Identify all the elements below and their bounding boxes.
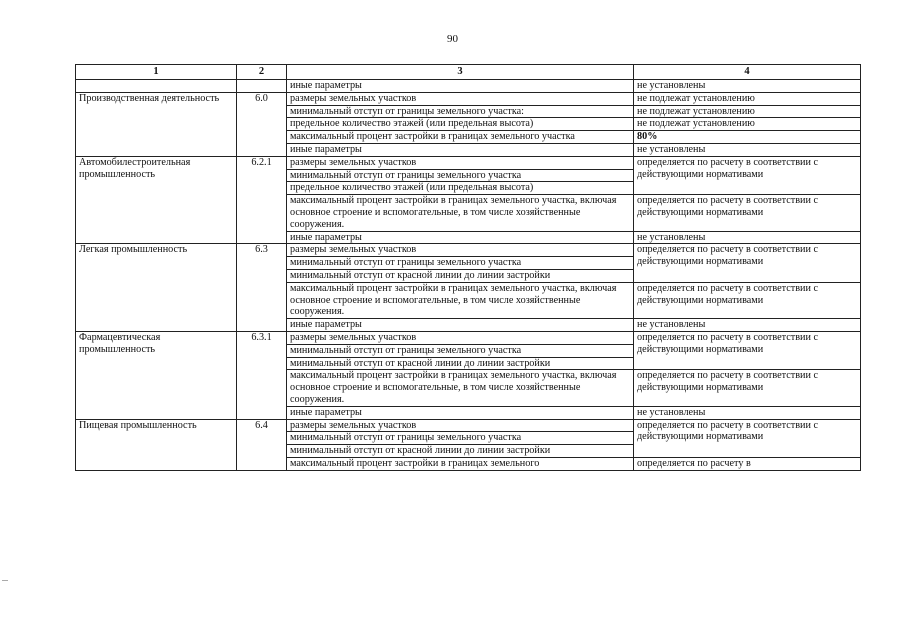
param-cell: иные параметры — [287, 143, 634, 156]
table-row — [76, 156, 861, 169]
value-cell: не установлены — [634, 406, 861, 419]
value-cell: не установлены — [634, 80, 861, 93]
param-cell: иные параметры — [287, 80, 634, 93]
use-name-cell: Автомобилестроительная промышленность — [76, 156, 237, 244]
table-row — [76, 419, 861, 432]
use-name-cell: Пищевая промышленность — [76, 419, 237, 470]
param-cell: минимальный отступ от красной линии до линии застройки — [287, 445, 634, 458]
scan-artifact — [2, 580, 8, 581]
value-cell: не установлены — [634, 231, 861, 244]
use-code-cell: 6.4 — [237, 419, 287, 470]
value-cell: не установлены — [634, 143, 861, 156]
value-cell: не подлежат установлению — [634, 118, 861, 131]
value-cell: определяется по расчету в — [634, 457, 861, 470]
value-cell: определяется по расчету в соответствии с действующими нормативами — [634, 282, 861, 318]
param-cell: минимальный отступ от красной линии до линии застройки — [287, 357, 634, 370]
table-row — [76, 331, 861, 344]
use-name-cell: Легкая промышленность — [76, 244, 237, 332]
param-cell: размеры земельных участков — [287, 244, 634, 257]
use-code-cell: 6.2.1 — [237, 156, 287, 244]
value-cell: определяется по расчету в соответствии с действующими нормативами — [634, 370, 861, 406]
value-cell: определяется по расчету в соответствии с действующими нормативами — [634, 419, 861, 457]
header-col-1: 1 — [76, 65, 237, 80]
use-code-cell: 6.3.1 — [237, 331, 287, 419]
param-cell: иные параметры — [287, 231, 634, 244]
param-cell: максимальный процент застройки в границах земельного участка, включая основное строение и вспомогательные, в том числе хозяйственные сооружения. — [287, 370, 634, 406]
table-header-row — [76, 65, 861, 80]
param-cell: минимальный отступ от границы земельного участка — [287, 257, 634, 270]
value-cell: определяется по расчету в соответствии с действующими нормативами — [634, 195, 861, 231]
value-cell: определяется по расчету в соответствии с действующими нормативами — [634, 244, 861, 282]
param-cell: иные параметры — [287, 406, 634, 419]
page-number: 90 — [447, 33, 458, 45]
header-col-3: 3 — [287, 65, 634, 80]
use-name-cell — [76, 80, 237, 93]
param-cell: минимальный отступ от красной линии до линии застройки — [287, 269, 634, 282]
use-code-cell — [237, 80, 287, 93]
table-row — [76, 92, 861, 105]
value-cell: не подлежат установлению — [634, 92, 861, 105]
param-cell: максимальный процент застройки в границах земельного участка, включая основное строение и вспомогательные, в том числе хозяйственные сооружения. — [287, 282, 634, 318]
regulations-table — [75, 64, 861, 471]
table-row — [76, 244, 861, 257]
param-cell: минимальный отступ от границы земельного участка — [287, 432, 634, 445]
use-name-cell: Производственная деятельность — [76, 92, 237, 156]
use-name-cell: Фармацевтическая промышленность — [76, 331, 237, 419]
param-cell: размеры земельных участков — [287, 156, 634, 169]
use-code-cell: 6.0 — [237, 92, 287, 156]
value-cell: 80% — [634, 131, 861, 144]
param-cell: размеры земельных участков — [287, 419, 634, 432]
value-cell: определяется по расчету в соответствии с действующими нормативами — [634, 331, 861, 369]
table-row — [76, 80, 861, 93]
param-cell: предельное количество этажей (или предельная высота) — [287, 182, 634, 195]
param-cell: предельное количество этажей (или предельная высота) — [287, 118, 634, 131]
param-cell: минимальный отступ от границы земельного участка — [287, 344, 634, 357]
param-cell: максимальный процент застройки в границах земельного — [287, 457, 634, 470]
value-cell: не установлены — [634, 319, 861, 332]
param-cell: максимальный процент застройки в границах земельного участка, включая основное строение и вспомогательные, в том числе хозяйственные сооружения. — [287, 195, 634, 231]
use-code-cell: 6.3 — [237, 244, 287, 332]
param-cell: иные параметры — [287, 319, 634, 332]
param-cell: максимальный процент застройки в границах земельного участка — [287, 131, 634, 144]
header-col-4: 4 — [634, 65, 861, 80]
value-cell: определяется по расчету в соответствии с действующими нормативами — [634, 156, 861, 194]
param-cell: размеры земельных участков — [287, 92, 634, 105]
param-cell: минимальный отступ от границы земельного участка: — [287, 105, 634, 118]
param-cell: минимальный отступ от границы земельного участка — [287, 169, 634, 182]
header-col-2: 2 — [237, 65, 287, 80]
value-cell: не подлежат установлению — [634, 105, 861, 118]
param-cell: размеры земельных участков — [287, 331, 634, 344]
